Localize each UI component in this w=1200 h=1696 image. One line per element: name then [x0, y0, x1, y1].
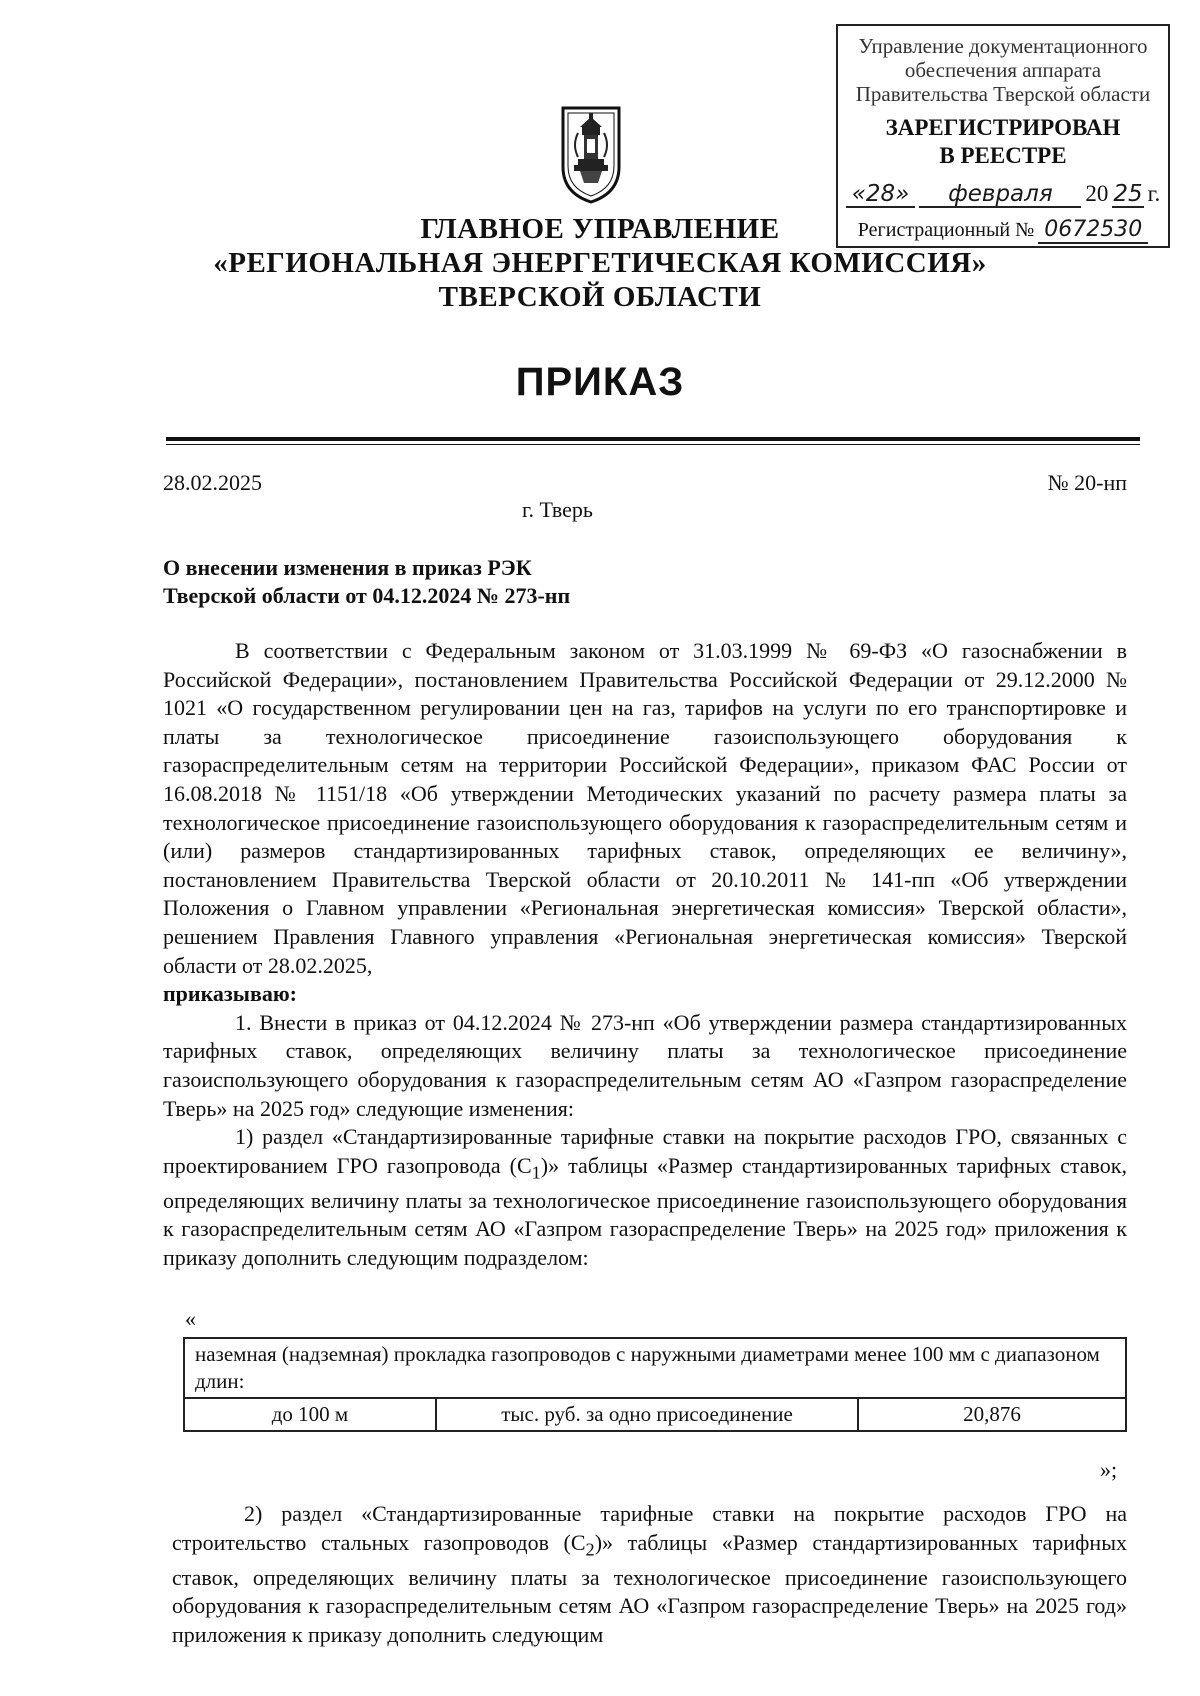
- item-1-2-subscript: 2: [585, 1538, 595, 1559]
- stamp-office-line1: Управление документационного: [858, 34, 1148, 58]
- header-rule-thin: [166, 444, 1140, 445]
- rate-table-header: наземная (надземная) прокладка газопроводов с наружными диаметрами менее 100 мм с диапазоном длин:: [184, 1338, 1126, 1398]
- stamp-date-suffix: г.: [1147, 181, 1161, 206]
- stamp-date-month: февраля: [919, 182, 1081, 208]
- stamp-office-line3: Правительства Тверской области: [855, 82, 1151, 106]
- document-title: ПРИКАЗ: [515, 360, 685, 404]
- rate-table: [183, 1337, 1127, 1432]
- stamp-date-day: «28»: [846, 182, 916, 208]
- item-1-2-paragraph: [172, 1500, 1127, 1649]
- stamp-status: [838, 114, 1168, 170]
- stamp-date-year-hand: 25: [1113, 181, 1143, 207]
- item-1-1-text-a: 1) раздел «Стандартизированные тарифные ставки на покрытие расходов ГРО, связанных с проектированием ГРО газопровода (С: [163, 1124, 1127, 1178]
- item-1-2-text-a: 2) раздел «Стандартизированные тарифные ставки на покрытие расходов ГРО на строительство стальных газопроводов (С: [172, 1501, 1127, 1555]
- stamp-status-line1: ЗАРЕГИСТРИРОВАН: [885, 115, 1121, 140]
- stamp-status-line2: В РЕЕСТРЕ: [939, 143, 1067, 168]
- document-body-continued: [172, 1500, 1127, 1649]
- document-date: 28.02.2025: [163, 470, 262, 495]
- rate-unit-cell: тыс. руб. за одно присоединение: [436, 1398, 858, 1431]
- org-line3: ТВЕРСКОЙ ОБЛАСТИ: [438, 281, 762, 313]
- item-1-1-subscript: 1: [531, 1162, 541, 1183]
- subject-line2: Тверской области от 04.12.2024 № 273-нп: [163, 583, 571, 608]
- org-line2: «РЕГИОНАЛЬНАЯ ЭНЕРГЕТИЧЕСКАЯ КОМИССИЯ»: [213, 247, 987, 279]
- document-body: [163, 637, 1127, 1272]
- document-city: г. Тверь: [522, 497, 593, 522]
- quote-open: «: [185, 1306, 196, 1331]
- stamp-date: [838, 182, 1168, 208]
- item-1-2-text-b: )» таблицы «Размер стандартизированных тарифных ставок, определяющих величину платы за технологическое присоединение газоиспользующего оборудования к газораспределительным сетям АО «Газпром газораспределение Тверь» на 2025 год» приложения к приказу дополнить следующим: [172, 1529, 1127, 1647]
- item-1-1-text-b: )» таблицы «Размер стандартизированных тарифных ставок, определяющих величину платы за технологическое присоединение газоиспользующего оборудования к газораспределительным сетям АО «Газпром газораспределение Тверь» на 2025 год» приложения к приказу дополнить следующим подразделом:: [163, 1152, 1127, 1270]
- rate-range-cell: до 100 м: [184, 1398, 436, 1431]
- stamp-reg-label: Регистрационный №: [857, 219, 1035, 241]
- rate-value-cell: 20,876: [858, 1398, 1126, 1431]
- table-row: [184, 1398, 1126, 1431]
- stamp-office: [838, 34, 1168, 106]
- rate-table-header-row: [184, 1338, 1126, 1398]
- org-line1: ГЛАВНОЕ УПРАВЛЕНИЕ: [420, 213, 780, 245]
- stamp-office-line2: обеспечения аппарата: [904, 58, 1102, 82]
- order-word: приказываю:: [163, 981, 297, 1007]
- item-1-1-paragraph: [163, 1123, 1127, 1272]
- document-subject: [163, 554, 683, 610]
- quote-close: »;: [1100, 1457, 1118, 1482]
- preamble-paragraph: В соответствии с Федеральным законом от 31.03.1999 № 69-ФЗ «О газоснабжении в Российской Федерации», постановлением Правительства Российской Федерации от 29.12.2000 № 1021 «О государственном регулировании цен на газ, тарифов на услуги по его транспортировке и платы за технологическое присоединение газоиспользующего оборудования к газораспределительным сетям на территории Российской Федерации», приказом ФАС России от 16.08.2018 № 1151/18 «Об утверждении Методических указаний по расчету размера платы за технологическое присоединение газоиспользующего оборудования к газораспределительным сетям и (или) размеров стандартизированных тарифных ставок, определяющих ее величину», постановлением Правительства Тверской области от 20.10.2011 № 141-пп «Об утверждении Положения о Главном управлении «Региональная энергетическая комиссия» Тверской области», решением Правления Главного управления «Региональная энергетическая комиссия» Тверской области от 28.02.2025,: [163, 638, 1127, 978]
- subject-line1: О внесении изменения в приказ РЭК: [163, 555, 532, 580]
- document-number: № 20-нп: [1047, 470, 1127, 495]
- header-rule-thick: [166, 437, 1140, 441]
- stamp-reg-number: 0672530: [1038, 218, 1148, 244]
- coat-of-arms-icon: [560, 105, 622, 205]
- stamp-date-year-prefix: 20: [1085, 181, 1109, 206]
- item-1-paragraph: 1. Внести в приказ от 04.12.2024 № 273-нп «Об утверждении размера стандартизированных тарифных ставок, определяющих величину платы за технологическое присоединение газоиспользующего оборудования к газораспределительным сетям АО «Газпром газораспределение Тверь» на 2025 год» следующие изменения:: [163, 1009, 1127, 1121]
- org-name: [150, 212, 1050, 314]
